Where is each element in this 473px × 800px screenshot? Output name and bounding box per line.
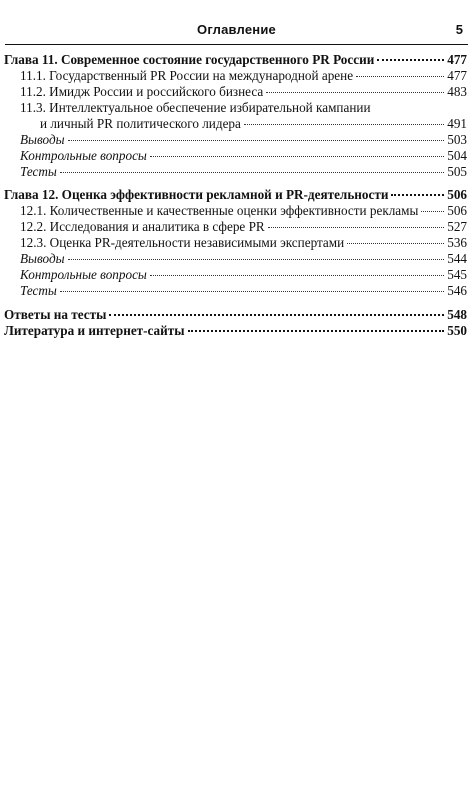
chapter-title: Глава 11. Современное состояние государственного PR России (4, 52, 375, 67)
toc-item[interactable] (20, 148, 467, 164)
toc-item[interactable] (20, 219, 467, 235)
toc-item[interactable] (20, 132, 467, 148)
item-title: и личный PR политического лидера (40, 116, 241, 131)
dot-leader (244, 124, 444, 125)
toc-item[interactable] (20, 251, 467, 267)
page-header (6, 22, 467, 42)
page-title: Оглавление (197, 22, 276, 37)
dot-leader (188, 330, 445, 332)
toc-literature[interactable] (4, 323, 467, 339)
item-title: Контрольные вопросы (20, 148, 147, 163)
item-title: 11.2. Имидж России и российского бизнеса (20, 84, 264, 99)
page-ref: 483 (447, 84, 467, 99)
page-ref: 503 (447, 132, 467, 147)
item-title: Контрольные вопросы (20, 267, 147, 282)
dot-leader (347, 243, 444, 244)
dot-leader (377, 59, 444, 61)
page-ref: 544 (447, 251, 467, 266)
item-title: Тесты (20, 283, 57, 298)
item-title: Выводы (20, 132, 65, 147)
item-title: 12.3. Оценка PR-деятельности независимыми экспертами (20, 235, 345, 250)
page-ref: 550 (447, 323, 467, 338)
toc-chapter-11[interactable] (4, 52, 467, 68)
toc-item-line1[interactable]: 11.3. Интеллектуальное обеспечение избирательной кампании (20, 100, 371, 115)
page-ref: 504 (447, 148, 467, 163)
toc-item[interactable] (20, 68, 467, 84)
item-title: Литература и интернет-сайты (4, 323, 185, 338)
dot-leader (109, 314, 444, 316)
page-ref: 536 (447, 235, 467, 250)
toc-item[interactable] (20, 283, 467, 299)
toc-item[interactable] (20, 84, 467, 100)
dot-leader (150, 275, 444, 276)
toc-answers[interactable] (4, 307, 467, 323)
dot-leader (391, 194, 444, 196)
page-ref: 477 (447, 68, 467, 83)
dot-leader (150, 156, 444, 157)
toc-item[interactable] (20, 203, 467, 219)
dot-leader (421, 211, 444, 212)
dot-leader (266, 92, 444, 93)
header-rule (5, 44, 468, 45)
page-ref: 491 (447, 116, 467, 131)
page-ref: 477 (447, 52, 467, 67)
page-ref: 548 (447, 307, 467, 322)
page-ref: 527 (447, 219, 467, 234)
page-number: 5 (455, 22, 463, 37)
dot-leader (60, 291, 444, 292)
toc-item[interactable] (20, 267, 467, 283)
chapter-title: Глава 12. Оценка эффективности рекламной и PR-деятельности (4, 187, 389, 202)
dot-leader (68, 259, 445, 260)
item-title: Выводы (20, 251, 65, 266)
toc-item[interactable] (20, 235, 467, 251)
item-title: 12.2. Исследования и аналитика в сфере PR (20, 219, 265, 234)
page-ref: 506 (447, 187, 467, 202)
item-title: 12.1. Количественные и качественные оценки эффективности рекламы (20, 203, 419, 218)
dot-leader (68, 140, 445, 141)
toc-chapter-12[interactable] (4, 187, 467, 203)
dot-leader (60, 172, 444, 173)
item-title: 11.1. Государственный PR России на международной арене (20, 68, 354, 83)
page-ref: 546 (447, 283, 467, 298)
dot-leader (356, 76, 444, 77)
toc-item[interactable] (40, 116, 467, 132)
page-ref: 505 (447, 164, 467, 179)
item-title: Ответы на тесты (4, 307, 107, 322)
page-ref: 545 (447, 267, 467, 282)
item-title: Тесты (20, 164, 57, 179)
dot-leader (268, 227, 445, 228)
toc-item[interactable] (20, 164, 467, 180)
page-ref: 506 (447, 203, 467, 218)
